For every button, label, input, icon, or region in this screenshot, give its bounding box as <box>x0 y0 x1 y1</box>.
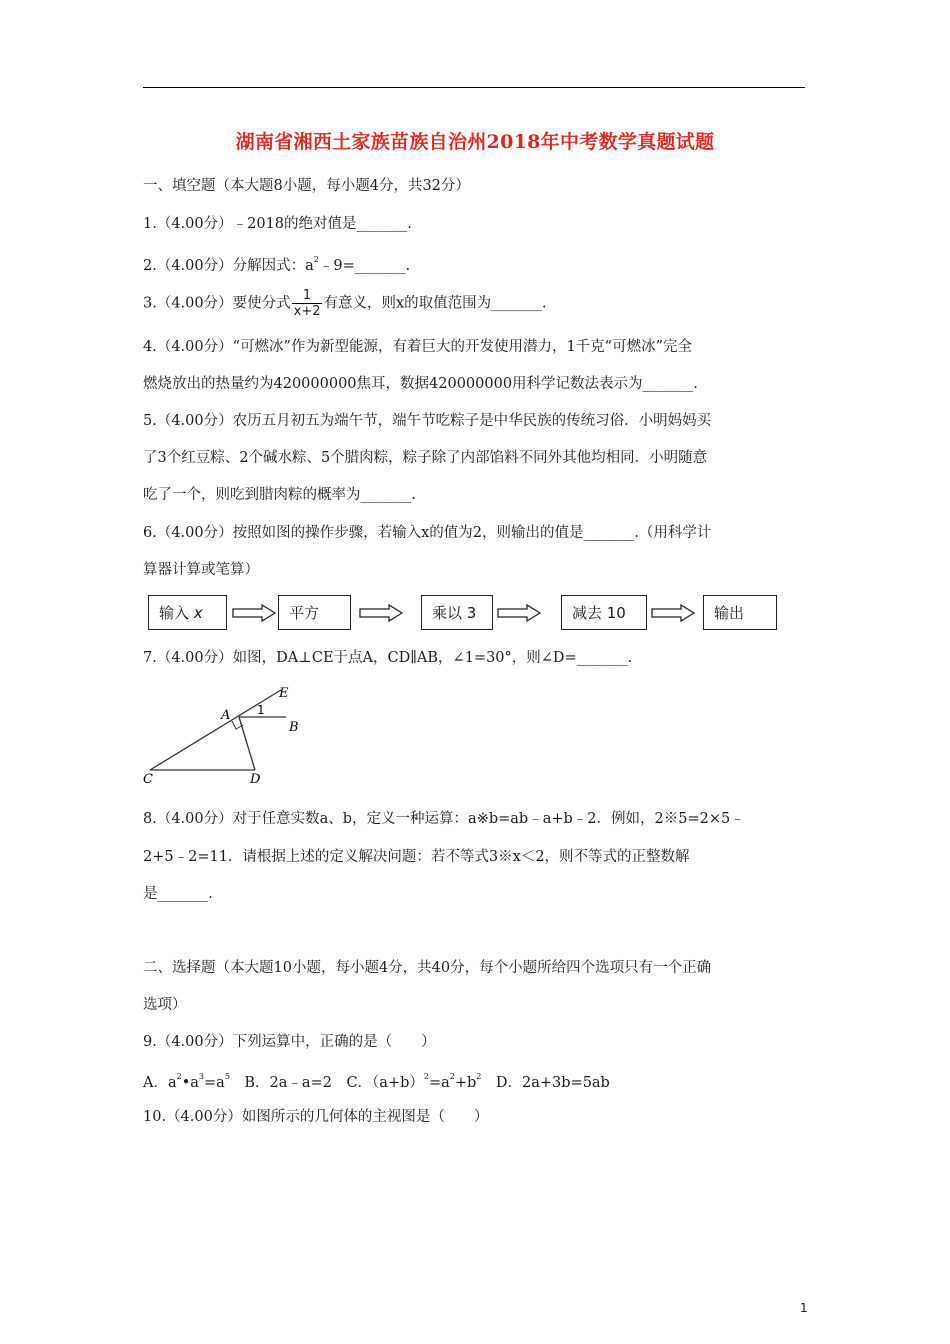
question-10: 10.（4.00分）如图所示的几何体的主视图是（ ） <box>143 1109 489 1125</box>
arrow-icon <box>359 604 403 622</box>
geometry-figure <box>140 683 320 793</box>
flow-box-output: 输出 <box>703 595 777 630</box>
arrow-icon <box>651 604 695 622</box>
label-B: B <box>289 720 299 735</box>
question-4-line-2: 燃烧放出的热量约为420000000焦耳，数据420000000用科学记数法表示为_______. <box>143 376 698 392</box>
label-E: E <box>279 686 289 701</box>
question-8-line-1: 8.（4.00分）对于任意实数a、b，定义一种运算：a※b=ab﹣a+b﹣2．例如，2※5=2×5﹣ <box>143 811 745 827</box>
question-5-line-2: 了3个红豆粽、2个碱水粽、5个腊肉粽，粽子除了内部馅料不同外其他均相同．小明随意 <box>143 450 708 466</box>
question-3: 3.（4.00分）要使分式 $\frac{1}{x+2}$ 有意义，则x的取值范围为_______. <box>143 288 547 319</box>
question-2: 2.（4.00分）分解因式：$a^2﹣9=\_\_\_\_\_\_\_$. <box>143 255 411 274</box>
question-8-line-2: 2+5﹣2=11．请根据上述的定义解决问题：若不等式3※x＜2，则不等式的正整数解 <box>143 849 690 865</box>
label-angle-1: 1 <box>257 703 265 717</box>
flowchart <box>143 595 783 635</box>
question-4-line-1: 4.（4.00分）“可燃冰”作为新型能源，有着巨大的开发使用潜力，1千克“可燃冰”完全 <box>143 339 692 355</box>
question-9-options: A．$a^2•a^3=a^5$ B．2a﹣a=2 C．$(a+b)^2=a^2+b^2$ D．2a+3b=5ab <box>143 1072 610 1091</box>
question-6-line-1: 6.（4.00分）按照如图的操作步骤，若输入x的值为2，则输出的值是_______.（用科学计 <box>143 525 712 541</box>
question-5-line-1: 5.（4.00分）农历五月初五为端午节，端午节吃粽子是中华民族的传统习俗．小明妈妈买 <box>143 413 712 429</box>
question-9: 9.（4.00分）下列运算中，正确的是（ ） <box>143 1034 436 1050</box>
label-A: A <box>221 708 231 723</box>
arrow-icon <box>497 604 541 622</box>
header-rule <box>143 87 805 88</box>
flow-box-subtract: 减去 10 <box>561 595 647 630</box>
section2-heading-line-2: 选项） <box>143 997 187 1013</box>
question-7: 7.（4.00分）如图，DA⊥CE于点A，CD∥AB，∠1=30°，则∠D=_______. <box>143 650 633 666</box>
arrow-icon <box>232 604 276 622</box>
question-5-line-3: 吃了一个，则吃到腊肉粽的概率为_______. <box>143 487 416 503</box>
flow-box-multiply: 乘以 3 <box>421 595 493 630</box>
fraction: $\frac{1}{x+2}$ <box>293 288 321 319</box>
page-number: 1 <box>800 1301 808 1315</box>
question-6-line-2: 算器计算或笔算） <box>143 562 259 578</box>
label-C: C <box>143 772 153 787</box>
question-8-line-3: 是_______. <box>143 886 213 902</box>
flow-box-input: 输入 x <box>148 595 227 630</box>
label-D: D <box>250 772 261 787</box>
question-1: 1.（4.00分）﹣2018的绝对值是_______. <box>143 216 412 232</box>
section2-heading-line-1: 二、选择题（本大题10小题，每小题4分，共40分，每个小题所给四个选项只有一个正确 <box>143 960 712 976</box>
section1-heading: 一、填空题（本大题8小题，每小题4分，共32分） <box>143 178 470 194</box>
flow-box-square: 平方 <box>278 595 351 630</box>
page-title: 湖南省湘西土家族苗族自治州2018年中考数学真题试题 <box>235 131 715 153</box>
